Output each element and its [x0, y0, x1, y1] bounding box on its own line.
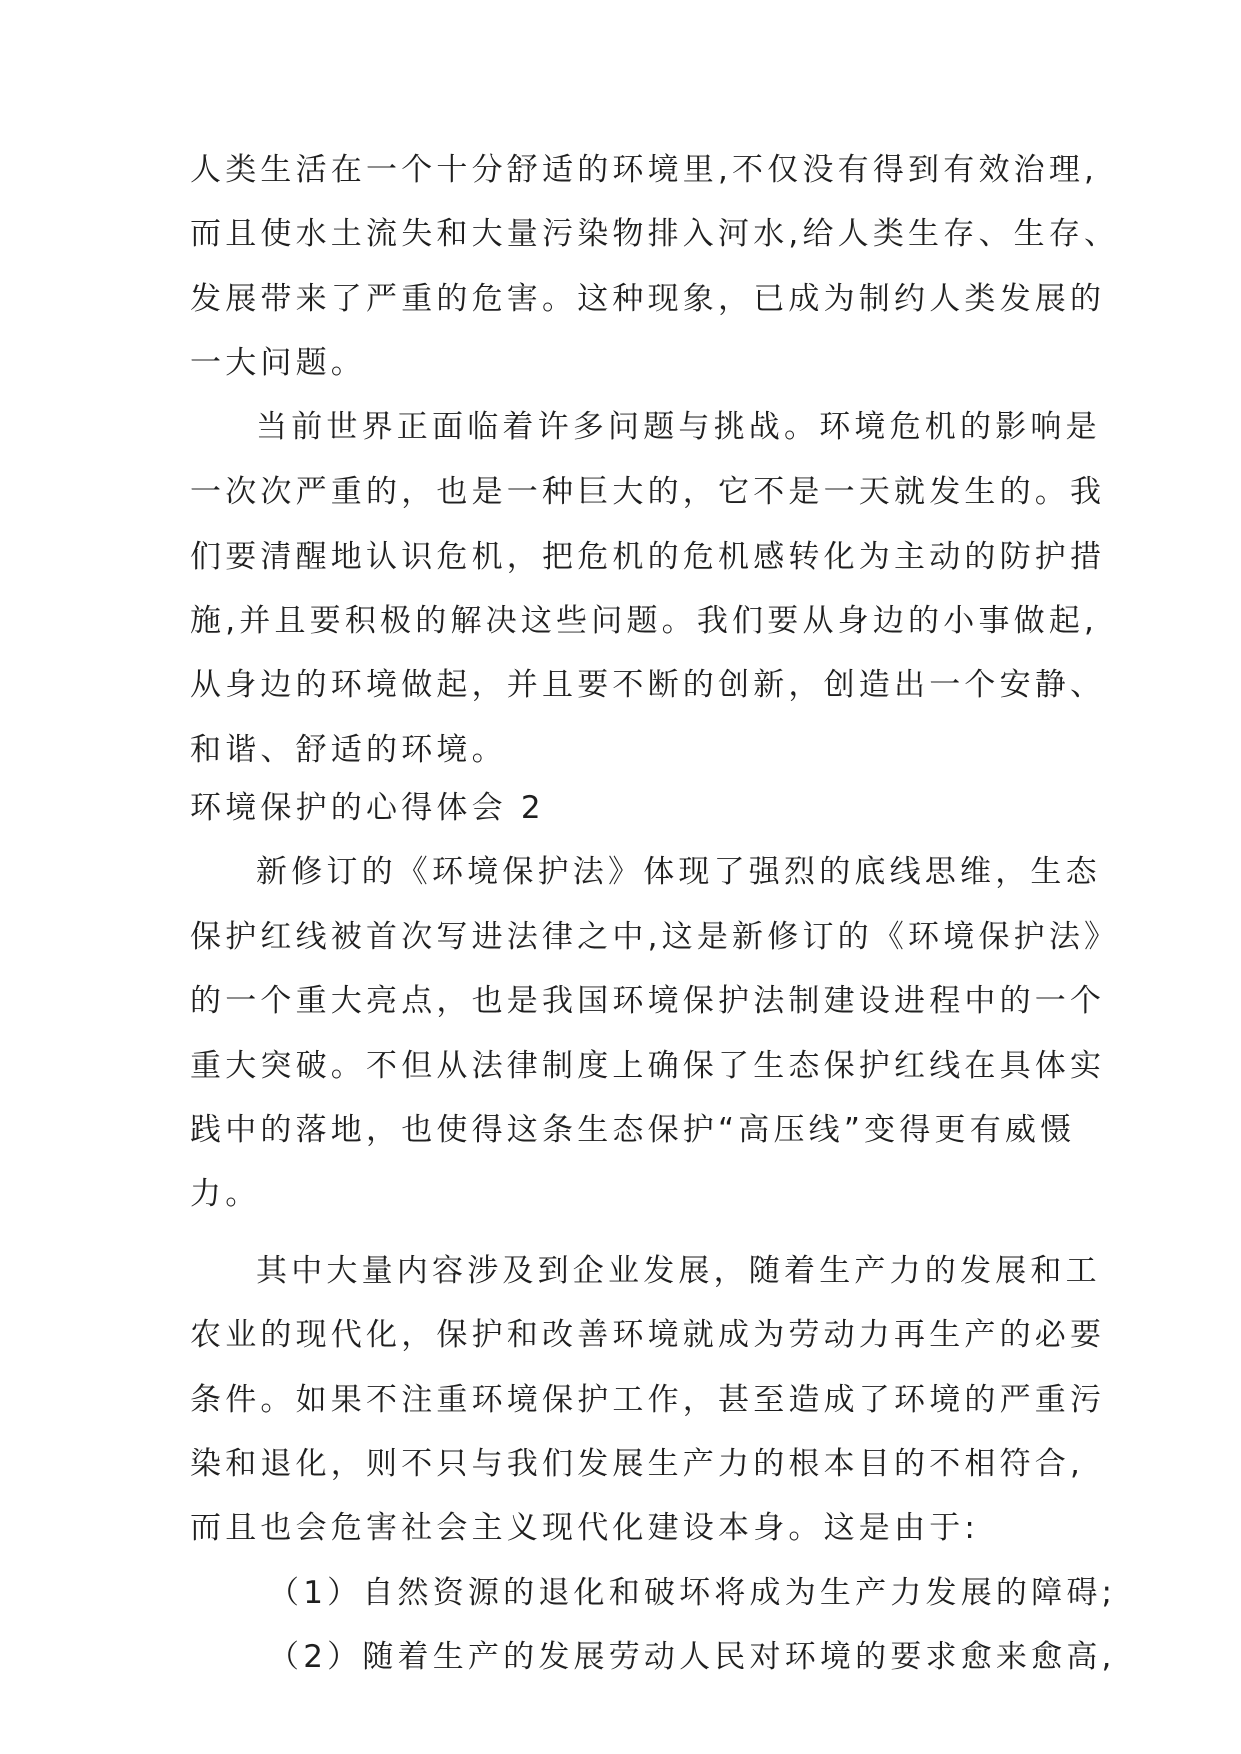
paragraph-line: 们要清醒地认识危机，把危机的危机感转化为主动的防护措	[190, 539, 1106, 575]
paragraph-line: 当前世界正面临着许多问题与挑战。环境危机的影响是	[256, 409, 1101, 445]
paragraph-line: 力。	[190, 1176, 261, 1212]
paragraph-line: 和谐、舒适的环境。	[190, 732, 507, 768]
list-item: （1）自然资源的退化和破坏将成为生产力发展的障碍;	[268, 1575, 1117, 1611]
paragraph-line: 而且使水土流失和大量污染物排入河水,给人类生存、生存、	[190, 216, 1120, 252]
paragraph-line: 践中的落地，也使得这条生态保护“高压线”变得更有威慑	[190, 1112, 1076, 1148]
paragraph-line: 重大突破。不但从法律制度上确保了生态保护红线在具体实	[190, 1048, 1106, 1084]
paragraph-line: 发展带来了严重的危害。这种现象，已成为制约人类发展的	[190, 281, 1106, 317]
paragraph-line: 农业的现代化，保护和改善环境就成为劳动力再生产的必要	[190, 1317, 1106, 1353]
paragraph-line: 从身边的环境做起，并且要不断的创新，创造出一个安静、	[190, 667, 1106, 703]
paragraph-line: 染和退化，则不只与我们发展生产力的根本目的不相符合,	[190, 1446, 1085, 1482]
section-heading: 环境保护的心得体会 2	[190, 790, 545, 826]
paragraph-line: 人类生活在一个十分舒适的环境里,不仅没有得到有效治理,	[190, 152, 1099, 188]
paragraph-line: 施,并且要积极的解决这些问题。我们要从身边的小事做起,	[190, 603, 1099, 639]
paragraph-line: 而且也会危害社会主义现代化建设本身。这是由于:	[190, 1510, 980, 1546]
paragraph-line: 新修订的《环境保护法》体现了强烈的底线思维，生态	[256, 854, 1101, 890]
paragraph-line: 一大问题。	[190, 345, 366, 381]
paragraph-line: 条件。如果不注重环境保护工作，甚至造成了环境的严重污	[190, 1382, 1106, 1418]
list-item: （2）随着生产的发展劳动人民对环境的要求愈来愈高,	[268, 1639, 1116, 1675]
paragraph-line: 其中大量内容涉及到企业发展，随着生产力的发展和工	[256, 1253, 1101, 1289]
paragraph-line: 保护红线被首次写进法律之中,这是新修订的《环境保护法》	[190, 919, 1120, 955]
paragraph-line: 一次次严重的，也是一种巨大的，它不是一天就发生的。我	[190, 474, 1106, 510]
paragraph-line: 的一个重大亮点，也是我国环境保护法制建设进程中的一个	[190, 983, 1106, 1019]
